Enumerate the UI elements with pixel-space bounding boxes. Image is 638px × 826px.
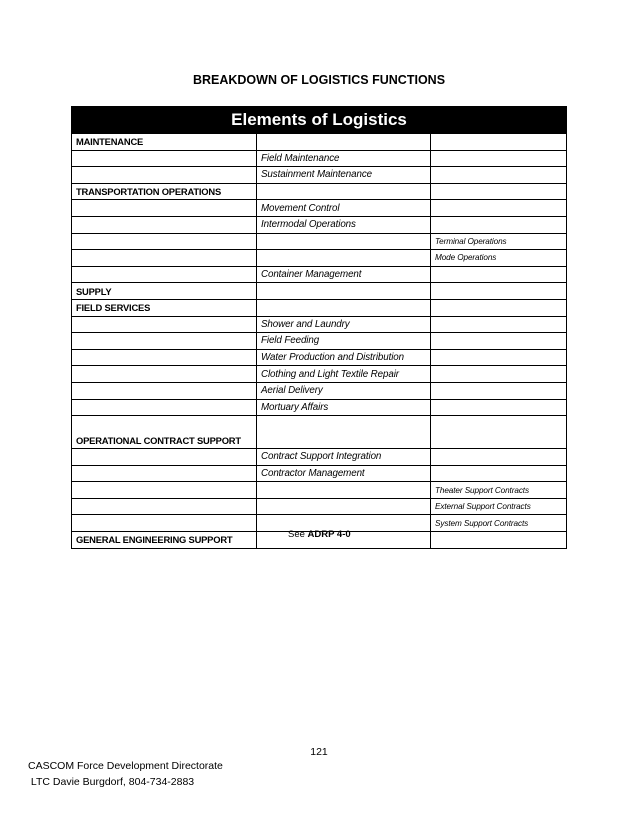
sub-function-cell xyxy=(431,167,567,184)
category-cell: OPERATIONAL CONTRACT SUPPORT xyxy=(72,416,257,449)
function-cell xyxy=(257,283,431,300)
table-row xyxy=(72,382,567,399)
sub-function-cell: External Support Contracts xyxy=(431,498,567,515)
logistics-elements-table xyxy=(71,106,567,549)
category-cell xyxy=(72,233,257,250)
sub-function-cell xyxy=(431,465,567,482)
function-cell xyxy=(257,299,431,316)
category-cell xyxy=(72,200,257,217)
table-row xyxy=(72,283,567,300)
table-row xyxy=(72,416,567,449)
footer-contact: LTC Davie Burgdorf, 804-734-2883 xyxy=(28,776,195,788)
sub-function-cell xyxy=(431,416,567,449)
category-cell xyxy=(72,449,257,466)
table-row xyxy=(72,183,567,200)
table-row xyxy=(72,216,567,233)
category-cell xyxy=(72,399,257,416)
function-cell: Field Maintenance xyxy=(257,150,431,167)
page-title: BREAKDOWN OF LOGISTICS FUNCTIONS xyxy=(192,73,446,87)
footer-organization: CASCOM Force Development Directorate xyxy=(28,760,223,772)
function-cell: Sustainment Maintenance xyxy=(257,167,431,184)
sub-function-cell xyxy=(431,382,567,399)
table-row xyxy=(72,333,567,350)
category-cell xyxy=(72,333,257,350)
sub-function-cell xyxy=(431,449,567,466)
function-cell xyxy=(257,250,431,267)
sub-function-cell xyxy=(431,266,567,283)
function-cell xyxy=(257,233,431,250)
sub-function-cell xyxy=(431,316,567,333)
sub-function-cell xyxy=(431,349,567,366)
category-cell xyxy=(72,250,257,267)
table-row xyxy=(72,316,567,333)
category-cell xyxy=(72,150,257,167)
sub-function-cell xyxy=(431,283,567,300)
table-row xyxy=(72,349,567,366)
sub-function-cell: Theater Support Contracts xyxy=(431,482,567,499)
table-row xyxy=(72,465,567,482)
category-cell: FIELD SERVICES xyxy=(72,299,257,316)
function-cell xyxy=(257,416,431,449)
function-cell: Field Feeding xyxy=(257,333,431,350)
function-cell: Aerial Delivery xyxy=(257,382,431,399)
function-cell: Container Management xyxy=(257,266,431,283)
table-row xyxy=(72,150,567,167)
sub-function-cell xyxy=(431,216,567,233)
function-cell: Movement Control xyxy=(257,200,431,217)
sub-function-cell: Mode Operations xyxy=(431,250,567,267)
page-number: 121 xyxy=(310,746,328,758)
sub-function-cell: Terminal Operations xyxy=(431,233,567,250)
table-row xyxy=(72,250,567,267)
function-cell: Contract Support Integration xyxy=(257,449,431,466)
see-reference xyxy=(288,529,351,540)
function-cell xyxy=(257,482,431,499)
sub-function-cell xyxy=(431,200,567,217)
table-header: Elements of Logistics xyxy=(72,106,567,134)
function-cell xyxy=(257,498,431,515)
sub-function-cell xyxy=(431,134,567,151)
sub-function-cell xyxy=(431,399,567,416)
table-row xyxy=(72,366,567,383)
category-cell xyxy=(72,349,257,366)
category-cell xyxy=(72,498,257,515)
table-row xyxy=(72,266,567,283)
category-cell xyxy=(72,482,257,499)
sub-function-cell xyxy=(431,333,567,350)
sub-function-cell xyxy=(431,532,567,549)
category-cell: GENERAL ENGINEERING SUPPORT xyxy=(72,532,257,549)
category-cell xyxy=(72,316,257,333)
see-prefix: See xyxy=(288,529,308,540)
category-cell xyxy=(72,382,257,399)
table-row xyxy=(72,167,567,184)
table-row xyxy=(72,233,567,250)
sub-function-cell xyxy=(431,366,567,383)
function-cell: Contractor Management xyxy=(257,465,431,482)
table-row xyxy=(72,498,567,515)
table-row xyxy=(72,200,567,217)
category-cell: MAINTENANCE xyxy=(72,134,257,151)
category-cell xyxy=(72,465,257,482)
function-cell: Intermodal Operations xyxy=(257,216,431,233)
category-cell xyxy=(72,167,257,184)
table-header-row xyxy=(72,106,567,134)
category-cell xyxy=(72,266,257,283)
function-cell: Water Production and Distribution xyxy=(257,349,431,366)
category-cell: SUPPLY xyxy=(72,283,257,300)
function-cell xyxy=(257,183,431,200)
function-cell: Mortuary Affairs xyxy=(257,399,431,416)
table-row xyxy=(72,449,567,466)
category-cell xyxy=(72,216,257,233)
sub-function-cell xyxy=(431,183,567,200)
reference-doc: ADRP 4-0 xyxy=(307,529,351,540)
table-row xyxy=(72,134,567,151)
category-cell xyxy=(72,515,257,532)
table-row xyxy=(72,299,567,316)
category-cell xyxy=(72,366,257,383)
category-cell: TRANSPORTATION OPERATIONS xyxy=(72,183,257,200)
function-cell: Shower and Laundry xyxy=(257,316,431,333)
table-row xyxy=(72,482,567,499)
function-cell: Clothing and Light Textile Repair xyxy=(257,366,431,383)
sub-function-cell xyxy=(431,299,567,316)
function-cell xyxy=(257,134,431,151)
sub-function-cell xyxy=(431,150,567,167)
sub-function-cell: System Support Contracts xyxy=(431,515,567,532)
table-row xyxy=(72,399,567,416)
